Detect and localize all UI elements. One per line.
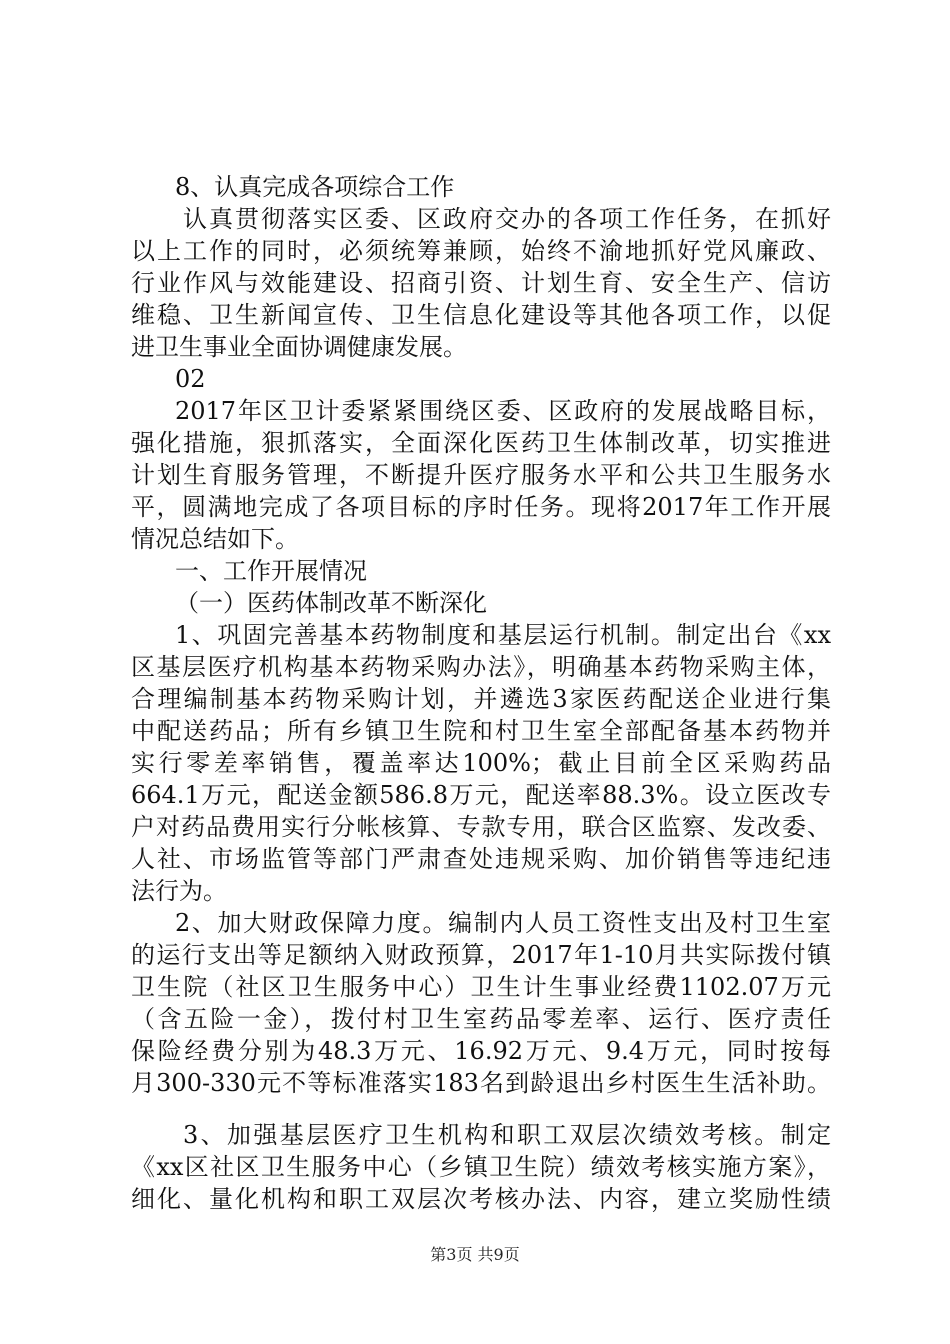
paragraph-2-line-2: 强化措施，狠抓落实，全面深化医药卫生体制改革，切实推进 xyxy=(131,429,831,457)
paragraph-4-line-6: 月300-330元不等标准落实183名到龄退出乡村医生生活补助。 xyxy=(131,1069,831,1097)
paragraph-3-line-7: 户对药品费用实行分帐核算、专款专用，联合区监察、发改委、 xyxy=(131,813,831,841)
paragraph-4-line-1: 2、加大财政保障力度。编制内人员工资性支出及村卫生室 xyxy=(175,909,831,937)
paragraph-3-line-8: 人社、市场监管等部门严肃查处违规采购、加价销售等违纪违 xyxy=(131,845,831,873)
heading-work-status: 一、工作开展情况 xyxy=(175,557,367,585)
paragraph-5-line-3: 细化、量化机构和职工双层次考核办法、内容，建立奖励性绩 xyxy=(131,1185,831,1213)
paragraph-3-line-3: 合理编制基本药物采购计划，并遴选3家医药配送企业进行集 xyxy=(131,685,831,713)
paragraph-1-line-1: 认真贯彻落实区委、区政府交办的各项工作任务，在抓好 xyxy=(183,205,831,233)
paragraph-3-line-9: 法行为。 xyxy=(131,877,227,905)
paragraph-1-line-3: 行业作风与效能建设、招商引资、计划生育、安全生产、信访 xyxy=(131,269,831,297)
paragraph-3-line-1: 1、巩固完善基本药物制度和基层运行机制。制定出台《xx xyxy=(175,621,831,649)
paragraph-3-line-5: 实行零差率销售，覆盖率达100%；截止目前全区采购药品 xyxy=(131,749,831,777)
paragraph-3-line-2: 区基层医疗机构基本药物采购办法》，明确基本药物采购主体， xyxy=(131,653,831,681)
paragraph-2-line-4: 平，圆满地完成了各项目标的序时任务。现将2017年工作开展 xyxy=(131,493,831,521)
subheading-medical-reform: （一）医药体制改革不断深化 xyxy=(175,589,487,617)
paragraph-5-line-2: 《xx区社区卫生服务中心（乡镇卫生院）绩效考核实施方案》， xyxy=(131,1153,831,1181)
paragraph-4-line-2: 的运行支出等足额纳入财政预算，2017年1-10月共实际拨付镇 xyxy=(131,941,831,969)
paragraph-2-line-3: 计划生育服务管理，不断提升医疗服务水平和公共卫生服务水 xyxy=(131,461,831,489)
paragraph-2-line-1: 2017年区卫计委紧紧围绕区委、区政府的发展战略目标， xyxy=(175,397,831,425)
paragraph-3-line-4: 中配送药品；所有乡镇卫生院和村卫生室全部配备基本药物并 xyxy=(131,717,831,745)
paragraph-3-line-6: 664.1万元，配送金额586.8万元，配送率88.3%。设立医改专 xyxy=(131,781,831,809)
paragraph-1-line-2: 以上工作的同时，必须统筹兼顾，始终不渝地抓好党风廉政、 xyxy=(131,237,831,265)
paragraph-4-line-3: 卫生院（社区卫生服务中心）卫生计生事业经费1102.07万元 xyxy=(131,973,831,1001)
page-number-footer: 第3页 共9页 xyxy=(430,1245,520,1264)
paragraph-4-line-4: （含五险一金），拨付村卫生室药品零差率、运行、医疗责任 xyxy=(131,1005,831,1033)
paragraph-1-line-4: 维稳、卫生新闻宣传、卫生信息化建设等其他各项工作，以促 xyxy=(131,301,831,329)
section-number-02: 02 xyxy=(175,365,206,393)
paragraph-4-line-5: 保险经费分别为48.3万元、16.92万元、9.4万元，同时按每 xyxy=(131,1037,831,1065)
paragraph-1-line-5: 进卫生事业全面协调健康发展。 xyxy=(131,333,467,361)
paragraph-5-line-1: 3、加强基层医疗卫生机构和职工双层次绩效考核。制定 xyxy=(183,1121,831,1149)
section-heading-8: 8、认真完成各项综合工作 xyxy=(175,173,455,201)
paragraph-2-line-5: 情况总结如下。 xyxy=(131,525,299,553)
